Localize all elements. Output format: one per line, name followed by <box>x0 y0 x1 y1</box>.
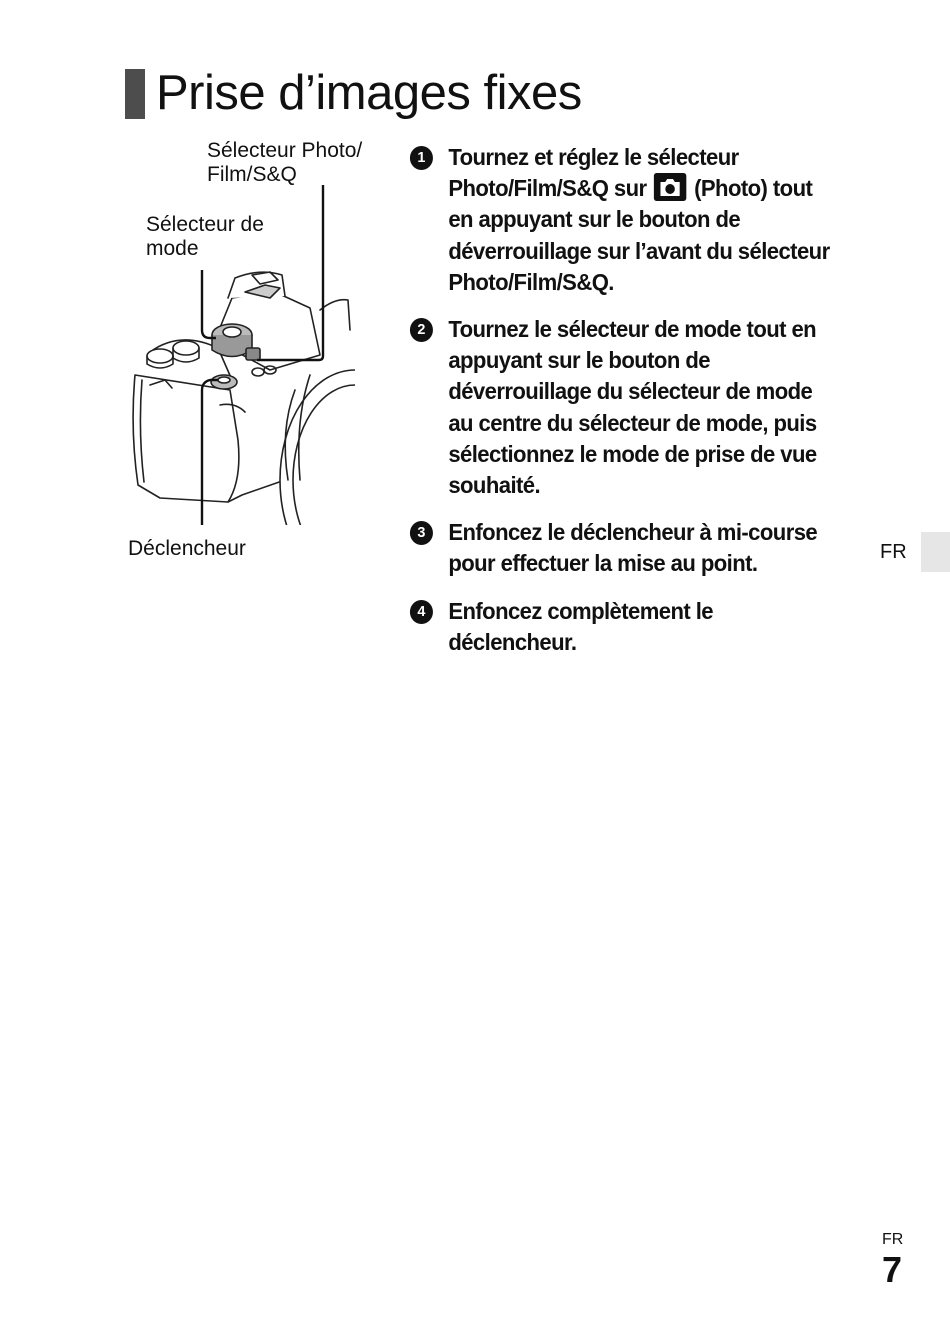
callout-mode-line2: mode <box>146 237 199 260</box>
step-3-text: Enfoncez le déclencheur à mi-course pour effectuer la mise au point. <box>448 519 818 577</box>
step-1-text-b: (Photo) tout en appuyant sur le bouton de déverrouillage sur l’avant du sélecteur Photo/Film/S&Q. <box>448 175 830 295</box>
page-number: 7 <box>882 1249 903 1290</box>
language-tab-label: FR <box>880 541 907 563</box>
step-2 <box>408 314 840 501</box>
step-number-1: 1 <box>410 146 433 170</box>
callout-shutter: Déclencheur <box>128 537 246 560</box>
step-3 <box>408 517 840 579</box>
step-number-3: 3 <box>410 521 433 545</box>
step-4-text: Enfoncez complètement le déclencheur. <box>448 597 714 655</box>
step-number-2: 2 <box>410 318 433 342</box>
camera-icon <box>654 173 687 201</box>
steps-list <box>408 142 858 674</box>
callout-mode-line1: Sélecteur de <box>146 213 264 236</box>
callout-photo-line1: Sélecteur Photo/ <box>207 139 363 162</box>
step-4 <box>408 596 840 658</box>
step-2-text: Tournez le sélecteur de mode tout en appuyant sur le bouton de déverrouillage du sélecteur de mode au centre du sélecteur de mode, puis sélectionnez le mode de prise de vue souhaité. <box>448 316 817 499</box>
footer-language: FR <box>882 1231 904 1248</box>
page-title: Prise d’images fixes <box>156 66 582 120</box>
step-1-text-a: Tournez et réglez le sélecteur Photo/Film/S&Q sur <box>448 144 739 202</box>
step-1 <box>408 142 840 298</box>
title-accent-bar <box>125 69 145 119</box>
callout-photo-line2: Film/S&Q <box>207 163 297 186</box>
step-number-4: 4 <box>410 600 433 624</box>
language-tab-marker <box>921 532 950 572</box>
camera-illustration <box>120 180 355 525</box>
